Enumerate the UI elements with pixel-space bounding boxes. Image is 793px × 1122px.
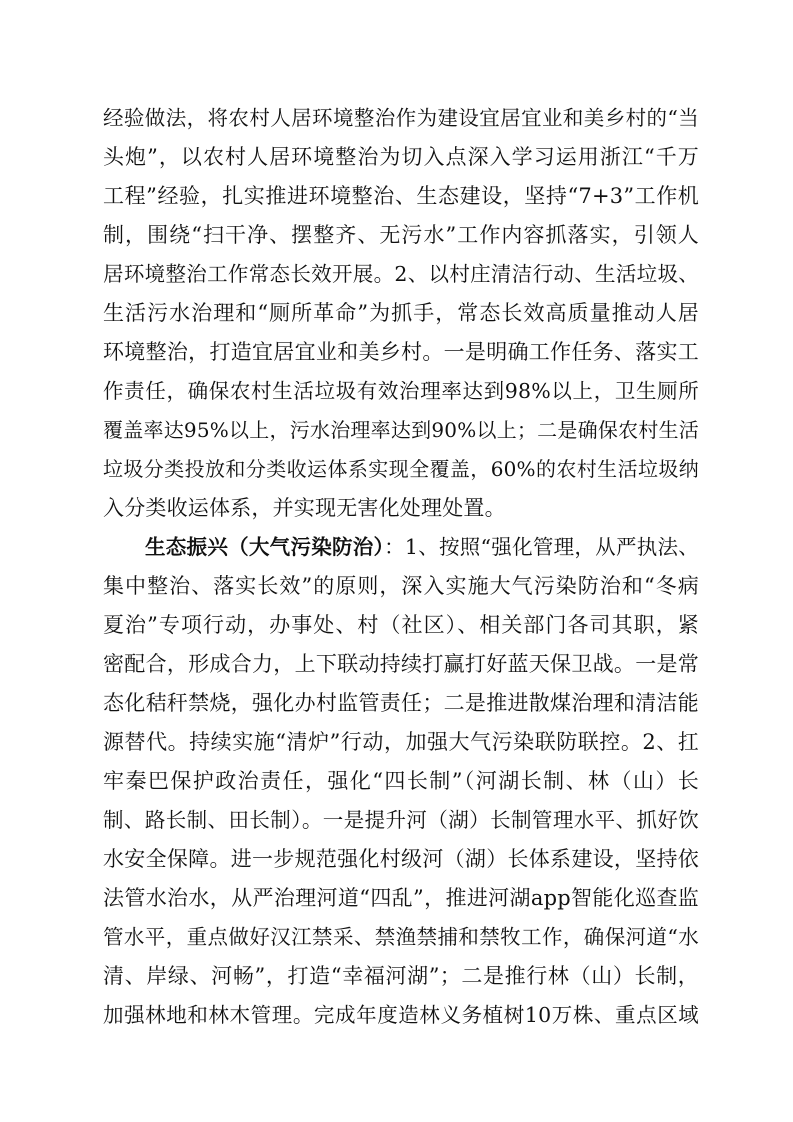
paragraph-1-line: 制，围绕“扫干净、摆整齐、无污水”工作内容抓落实，引领人: [103, 223, 699, 247]
paragraph-1-line: 垃圾分类投放和分类收运体系实现全覆盖，60%的农村生活垃圾纳: [103, 457, 699, 481]
paragraph-2-line: 集中整治、落实长效”的原则，深入实施大气污染防治和“冬病: [103, 574, 699, 598]
document-body: [103, 99, 699, 1035]
paragraph-2-line: 加强林地和林木管理。完成年度造林义务植树10万株、重点区域: [103, 1003, 699, 1027]
paragraph-2-line: 清、岸绿、河畅”，打造“幸福河湖”；二是推行林（山）长制，: [103, 964, 699, 988]
paragraph-2-line: 水安全保障。进一步规范强化村级河（湖）长体系建设，坚持依: [103, 847, 699, 871]
paragraph-1-line: 生活污水治理和“厕所革命”为抓手，常态长效高质量推动人居: [103, 301, 699, 325]
paragraph-1-line: 经验做法，将农村人居环境整治作为建设宜居宜业和美乡村的“当: [103, 106, 699, 130]
paragraph-2-first-line: [103, 528, 699, 567]
paragraph-1-line: 工程”经验，扎实推进环境整治、生态建设，坚持“7+3”工作机: [103, 184, 699, 208]
paragraph-1-line: 居环境整治工作常态长效开展。2、以村庄清洁行动、生活垃圾、: [103, 262, 699, 286]
paragraph-1-line: 作责任，确保农村生活垃圾有效治理率达到98%以上，卫生厕所: [103, 379, 699, 403]
paragraph-2-line: 管水平，重点做好汉江禁采、禁渔禁捕和禁牧工作，确保河道“水: [103, 925, 699, 949]
paragraph-2-line: 态化秸秆禁烧，强化办村监管责任；二是推进散煤治理和清洁能: [103, 691, 699, 715]
paragraph-2-line: 牢秦巴保护政治责任，强化“四长制”（河湖长制、林（山）长: [103, 769, 699, 793]
paragraph-2-line: 密配合，形成合力，上下联动持续打赢打好蓝天保卫战。一是常: [103, 652, 699, 676]
paragraph-1-line: 环境整治，打造宜居宜业和美乡村。一是明确工作任务、落实工: [103, 340, 699, 364]
paragraph-2-first-line-text: ：1、按照“强化管理，从严执法、: [384, 535, 699, 559]
paragraph-2-line: 法管水治水，从严治理河道“四乱”，推进河湖app智能化巡查监: [103, 886, 699, 910]
paragraph-1-line: 覆盖率达95%以上，污水治理率达到90%以上；二是确保农村生活: [103, 418, 699, 442]
paragraph-2-line: 制、路长制、田长制）。一是提升河（湖）长制管理水平、抓好饮: [103, 808, 699, 832]
paragraph-1-line: 头炮”，以农村人居环境整治为切入点深入学习运用浙江“千万: [103, 145, 699, 169]
paragraph-1-line: 入分类收运体系，并实现无害化处理处置。: [103, 496, 506, 520]
paragraph-2-line: 源替代。持续实施“清炉”行动，加强大气污染联防联控。2、扛: [103, 730, 699, 754]
paragraph-2-line: 夏治”专项行动，办事处、村（社区）、相关部门各司其职，紧: [103, 613, 699, 637]
section-heading: 生态振兴（大气污染防治）: [145, 535, 385, 559]
